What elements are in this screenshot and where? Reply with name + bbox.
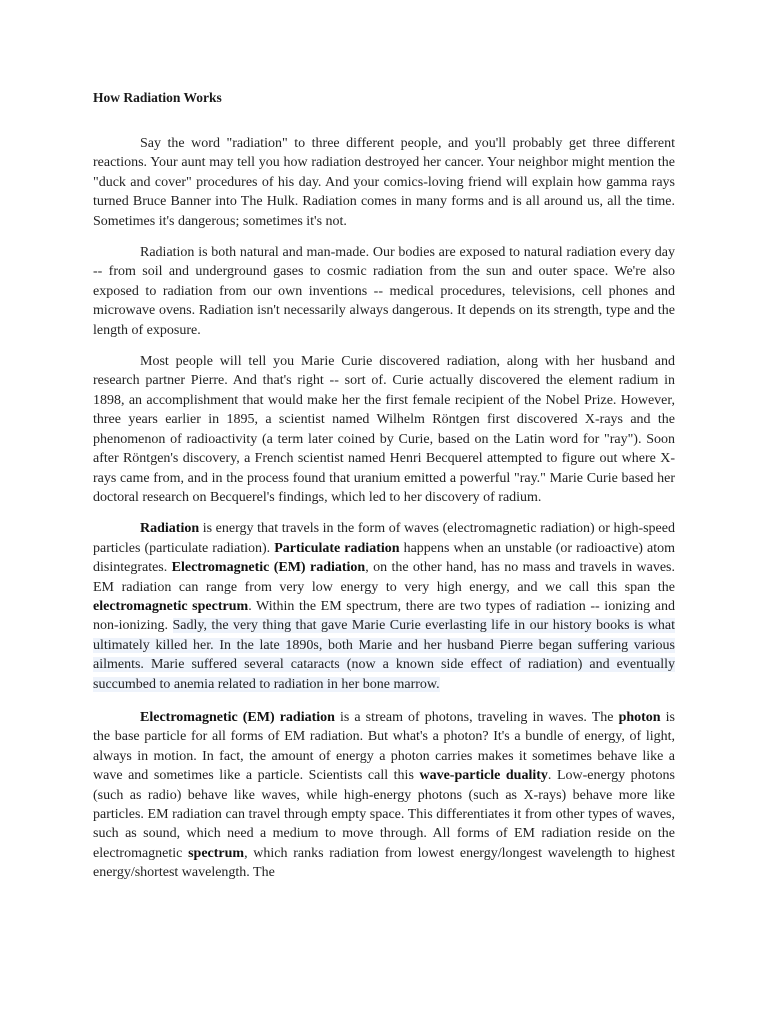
term-em-radiation: Electromagnetic (EM) radiation: [140, 709, 335, 725]
text-segment: . Low-energy photons (such as: [93, 768, 676, 803]
text-segment: , on the other hand, has no mass and travels in waves. EM radiation can range from very low energy to very high energy, and we call this span the: [93, 560, 675, 595]
text-segment: happens when an unstable (or radioactive) atom disintegrates.: [93, 540, 675, 576]
term-light: light: [645, 729, 672, 745]
paragraph-natural-manmade: Radiation is both natural and man-made. Our bodies are exposed to natural radiation every day -- from soil and underground gases to cosmic radiation from the sun and outer space. We're also exposed to radiation from our own inventions -- medical procedures, televisions, cell phones and microwave ovens. Radiation isn't necessarily always dangerous. It depends on its strength, type and the length of exposure.: [93, 245, 675, 338]
paragraph-radiation-definition: [93, 519, 675, 694]
text-segment: , which ranks radiation from lowest energy/longest wavelength to highest energy/shortest wavelength. The: [93, 845, 675, 881]
term-wave-particle-duality: wave-particle duality: [419, 768, 548, 784]
text-segment: . Within the EM spectrum, there are two types of radiation -- ionizing and non-ionizing.: [93, 598, 676, 634]
term-particulate-radiation: Particulate radiation: [274, 540, 400, 556]
term-spectrum: spectrum: [188, 845, 245, 861]
text-segment: is the base particle for all forms of EM radiation. But what's a photon? It's a bundle of energy, of: [93, 709, 675, 745]
document-title: How Radiation Works: [93, 90, 222, 105]
paragraph-em-radiation: [93, 708, 675, 883]
text-segment: , always in motion. In fact, the amount of energy a photon carries makes it sometimes behave like a wave and sometimes like a particle. Scientists call this: [93, 729, 675, 784]
text-segment: is a stream of photons, traveling in waves. The: [334, 709, 619, 725]
term-em-radiation: Electromagnetic (EM) radiation: [171, 560, 366, 576]
term-radiation: Radiation: [140, 521, 200, 537]
term-electromagnetic-spectrum: electromagnetic spectrum: [93, 598, 249, 614]
paragraph-intro: Say the word "radiation" to three different people, and you'll probably get three different reactions. Your aunt may tell you how radiation destroyed her cancer. Your neighbor might mention the "duck and cover" procedures of his day. And your comics-loving friend will explain how gamma rays turned Bruce Banner into The Hulk. Radiation comes in many forms and is all around us, all the time. Sometimes it's dangerous; sometimes it's not.: [93, 136, 675, 229]
term-radio: radio: [147, 787, 177, 803]
text-segment: is energy that travels in the form of waves (electromagnetic radiation) or high-speed particles (particulate radiation).: [93, 521, 675, 556]
highlighted-text: Sadly, the very thing that gave Marie Curie everlasting life in our history books is what ultimately killed her. In the late 1890s, both Marie and her husband Pierre began suffering various ailments. Marie suffered several cataracts (now a known side effect of radiation) and eventually succumbed to anemia related to radiation in her bone marrow.: [93, 618, 675, 692]
term-electromagnetic: electromagnetic: [93, 845, 189, 861]
text-segment: ) behave like waves, while high-energy photons (such as X-rays) behave more like particles. EM radiation can travel through empty space. This differentiates it from other types of waves, such as sound, which need a medium to move through. All forms of EM radiation reside on the: [93, 787, 675, 842]
term-photon: photon: [618, 709, 661, 725]
document-page: [93, 88, 675, 883]
paragraph-curie-history: Most people will tell you Marie Curie discovered radiation, along with her husband and research partner Pierre. And that's right -- sort of. Curie actually discovered the element radium in 1898, an accomplishment that would make her the first female recipient of the Nobel Prize. However, three years earlier in 1895, a scientist named Wilhelm Röntgen first discovered X-rays and the phenomenon of radioactivity (a term later coined by Curie, based on the Latin word for "ray"). Soon after Röntgen's discovery, a French scientist named Henri Becquerel attempted to figure out where X-rays came from, and in the process found that uranium emitted a powerful "ray." Marie Curie based her doctoral research on Becquerel's findings, which led to her discovery of radium.: [93, 354, 675, 505]
